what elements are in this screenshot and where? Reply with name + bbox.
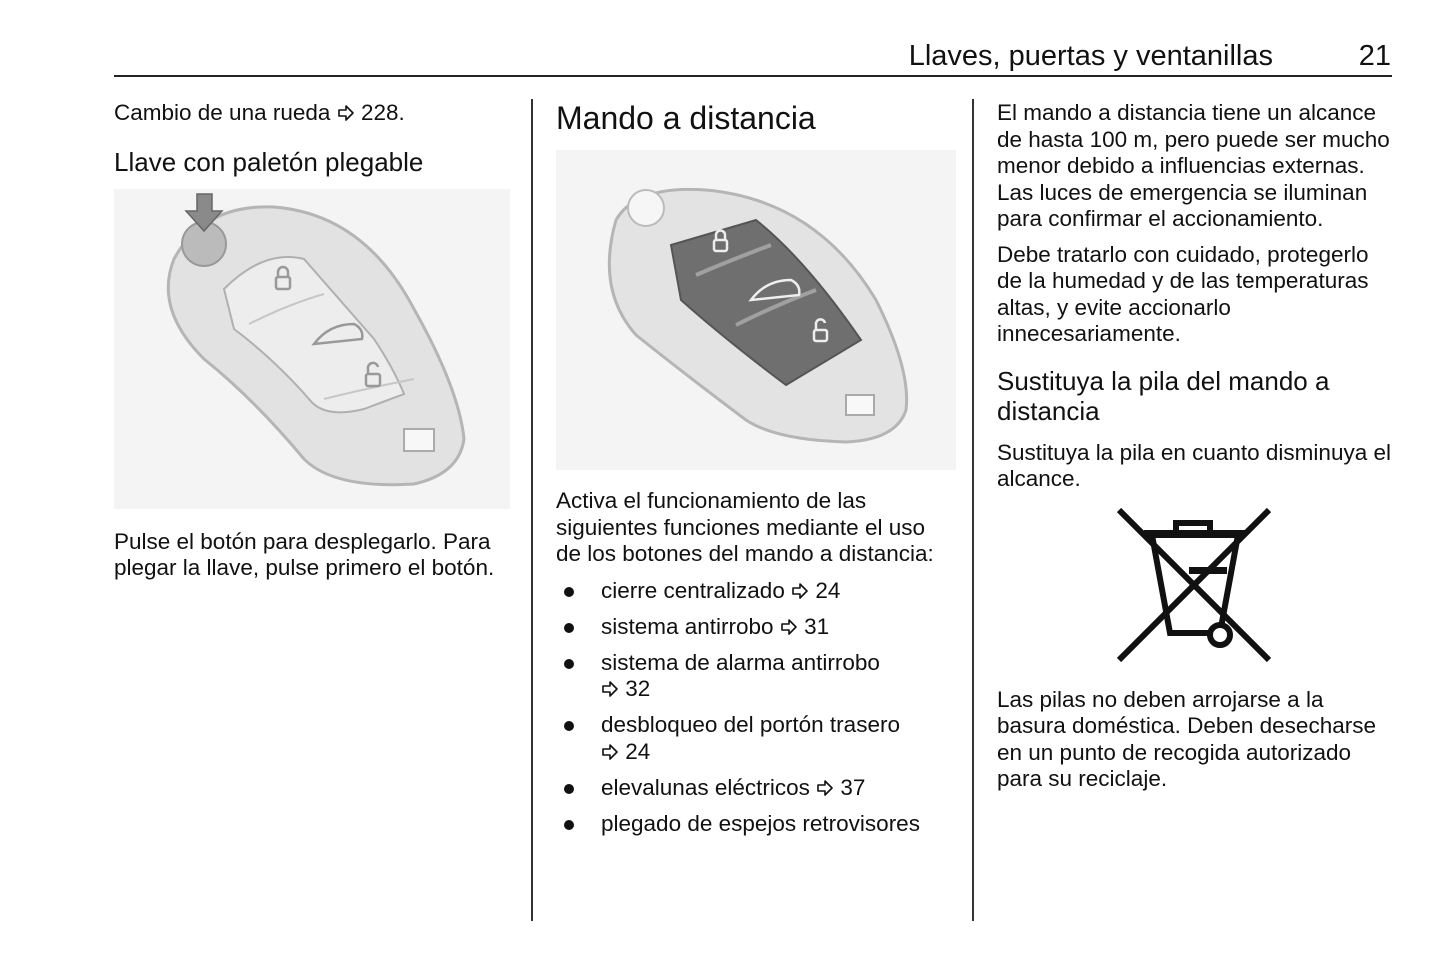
bullet xyxy=(564,587,574,597)
page-ref-arrow-icon xyxy=(816,779,834,797)
column-1 xyxy=(114,100,514,582)
list-item: elevalunas eléctricos 37 xyxy=(556,775,956,802)
list-item: desbloqueo del portón trasero 24 xyxy=(556,712,956,765)
page-ref-arrow-icon xyxy=(780,618,798,636)
remote-control-image xyxy=(556,150,956,470)
page-ref-arrow-icon xyxy=(791,582,809,600)
page-ref-arrow-icon xyxy=(601,680,619,698)
range-paragraph: El mando a distancia tiene un alcance de hasta 100 m, pero puede ser mucho menor debido a influencias externas. Las luces de emergencia se iluminan para confirmar el accionamiento. xyxy=(997,100,1390,231)
remote-functions-list xyxy=(556,578,956,838)
list-item: sistema antirrobo 31 xyxy=(556,614,956,641)
folding-key-image xyxy=(114,189,510,509)
list-item: cierre centralizado 24 xyxy=(556,578,956,605)
column-divider-1 xyxy=(531,99,533,921)
column-2 xyxy=(556,100,956,847)
page-number: 21 xyxy=(1358,40,1391,72)
header-rule xyxy=(114,75,1392,77)
care-paragraph: Debe tratarlo con cuidado, protegerlo de la humedad y de las temperaturas altas, y evite accionarlo innecesariamente. xyxy=(997,241,1369,346)
remote-control-illustration xyxy=(556,150,956,470)
bullet xyxy=(564,659,574,669)
page-ref-arrow-icon xyxy=(337,104,355,122)
column-divider-2 xyxy=(972,99,974,921)
folding-key-illustration xyxy=(114,189,510,509)
list-item: sistema de alarma antirrobo 32 xyxy=(556,650,956,703)
section-heading-battery: Sustituya la pila del mando a distancia xyxy=(997,365,1330,426)
column-3 xyxy=(997,100,1397,793)
section-heading-key: Llave con paletón plegable xyxy=(114,146,424,177)
bullet xyxy=(564,623,574,633)
cross-reference: Cambio de una rueda 228. xyxy=(114,100,405,125)
crossed-bin-icon xyxy=(1114,505,1274,665)
list-item: plegado de espejos retrovisores xyxy=(556,811,956,838)
remote-intro: Activa el funcionamiento de las siguientes funciones mediante el uso de los botones del mando a distancia: xyxy=(556,488,934,566)
bullet xyxy=(564,721,574,731)
page-ref-arrow-icon xyxy=(601,743,619,761)
bullet xyxy=(564,820,574,830)
battery-paragraph: Sustituya la pila en cuanto disminuya el alcance. xyxy=(997,439,1391,491)
running-header: Llaves, puertas y ventanillas xyxy=(908,40,1273,72)
bullet xyxy=(564,784,574,794)
key-caption: Pulse el botón para desplegarlo. Para plegar la llave, pulse primero el botón. xyxy=(114,528,495,580)
disposal-paragraph: Las pilas no deben arrojarse a la basura doméstica. Deben desecharse en un punto de recogida autorizado para su reciclaje. xyxy=(997,686,1376,791)
section-heading-remote: Mando a distancia xyxy=(556,100,816,136)
weee-disposal-symbol xyxy=(1114,505,1274,665)
